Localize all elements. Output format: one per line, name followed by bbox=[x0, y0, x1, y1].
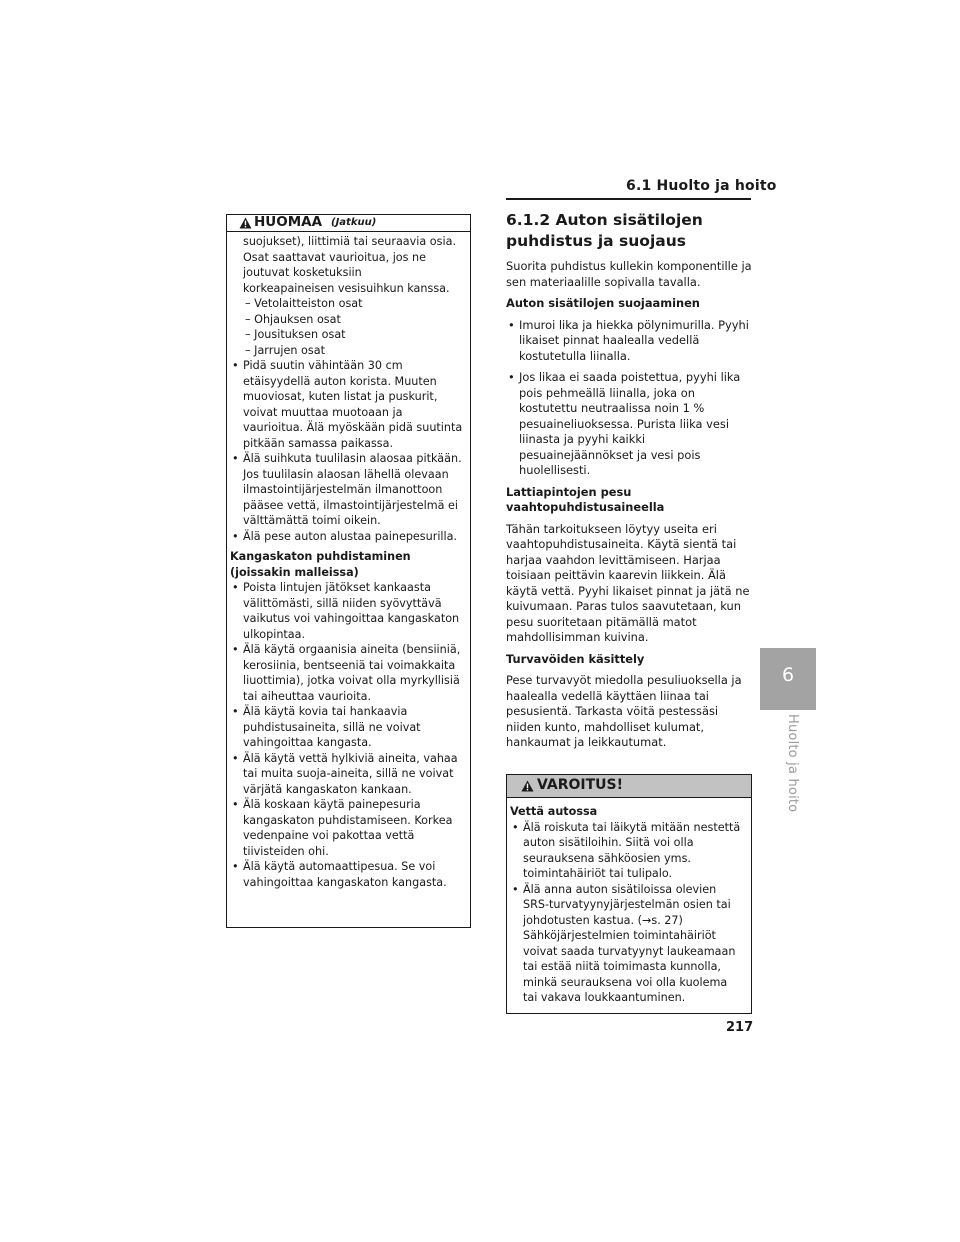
dash-item: – Ohjauksen osat bbox=[230, 312, 464, 328]
chapter-tab-number: 6 bbox=[781, 664, 795, 686]
subheading: Auton sisätilojen suojaaminen bbox=[506, 296, 700, 310]
bullet-item: • Älä koskaan käytä painepesuria kangaskaton puhdistamiseen. Korkea vedenpaine voi pakottaa vettä tiivisteiden ohi. bbox=[230, 797, 464, 859]
chapter-tab-label: Huolto ja hoito bbox=[785, 714, 800, 813]
warning-icon bbox=[239, 217, 252, 229]
right-column bbox=[506, 210, 752, 757]
paragraph: Tähän tarkoitukseen löytyy useita eri vaahtopuhdistusaineita. Käytä sientä tai harjaa vaahdon levittämiseen. Harjaa toisiaan peittävin kaarevin liikkein. Älä käytä vettä. Pyyhi likaiset pinnat ja jätä ne kuivumaan. Paras tulos saavutetaan, kun pesu suoritetaan pitämällä matot mahdollisimman kuivina. bbox=[506, 521, 750, 644]
note-line: suojukset), liittimiä tai seuraavia osia. bbox=[243, 235, 456, 248]
bullet-item: • Älä käytä automaattipesua. Se voi vahingoittaa kangaskaton kangasta. bbox=[230, 859, 464, 890]
bullet-item: • Imuroi lika ja hiekka pölynimurilla. Pyyhi likaiset pinnat haalealla vedellä kostutetulla liinalla. bbox=[506, 318, 752, 365]
note-continued-label: (Jatkuu) bbox=[331, 217, 377, 228]
dash-item: – Jarrujen osat bbox=[230, 343, 464, 359]
bullet-item: • Älä anna auton sisätiloissa olevien SRS-turvatyynyjärjestelmän osien tai johdotusten kastua. (→s. 27) Sähköjärjestelmien toimintahäiriöt voivat saada turvatyynyt laukeamaan tai estää niitä toimimasta kunnolla, minkä seurauksena voi olla kuolema tai vakava loukkaantuminen. bbox=[510, 882, 745, 1006]
warning-content bbox=[507, 798, 751, 1006]
warning-header bbox=[507, 775, 751, 798]
bullet-item: • Älä suihkuta tuulilasin alaosaa pitkään. Jos tuulilasin alaosan lähellä olevaan ilmastointijärjestelmän ilmanottoon pääsee vettä, ilmastointijärjestelmä ei välttämättä toimi oikein. bbox=[230, 451, 464, 529]
bullet-item: • Älä käytä orgaanisia aineita (bensiiniä, kerosiinia, bentseeniä tai voimakkaita liuottimia), jotka voivat olla myrkyllisiä tai aiheuttaa vaurioita. bbox=[230, 642, 464, 704]
warning-icon bbox=[521, 780, 534, 792]
note-subheading: Kangaskaton puhdistaminen (joissakin malleissa) bbox=[230, 550, 411, 579]
bullet-item: • Poista lintujen jätökset kankaasta välittömästi, sillä niiden syövyttävä vaikutus voi vahingoittaa kangaskaton ulkopintaa. bbox=[230, 580, 464, 642]
note-box bbox=[226, 214, 471, 928]
bullet-item: • Älä käytä vettä hylkiviä aineita, vahaa tai muita suoja-aineita, sillä ne voivat värjätä kangaskaton kankaan. bbox=[230, 751, 464, 798]
note-line: Osat saattavat vaurioitua, jos ne bbox=[243, 250, 427, 264]
note-line: korkeapaineisen vesisuihkun kanssa. bbox=[243, 281, 450, 295]
warning-box bbox=[506, 774, 752, 1014]
bullet-item: • Jos likaa ei saada poistettua, pyyhi lika pois pehmeällä liinalla, joka on kostutettu neutraalissa noin 1 % pesuaineliuoksessa. Purista liika vesi liinasta ja pyyhi kaikki pesuainejäännökset ja vesi pois huolellisesti. bbox=[506, 370, 752, 479]
bullet-item: • Pidä suutin vähintään 30 cm etäisyydellä auton korista. Muuten muoviosat, kuten listat ja puskurit, voivat muuttaa muotoaan ja vaurioitua. Älä myöskään pidä suutinta pitkään samassa paikassa. bbox=[230, 358, 464, 451]
bullet-item: • Älä pese auton alustaa painepesurilla. bbox=[230, 529, 464, 545]
paragraph: Pese turvavyöt miedolla pesuliuoksella ja haalealla vedellä käyttäen liinaa tai pesusientä. Tarkasta vöitä pestessäsi niiden kunto, mahdolliset kulumat, hankaumat ja leikkautumat. bbox=[506, 673, 742, 749]
page-number: 217 bbox=[726, 1020, 754, 1035]
note-box-header bbox=[227, 215, 470, 232]
bullet-item: • Älä käytä kovia tai hankaavia puhdistusaineita, sillä ne voivat vahingoittaa kangasta. bbox=[230, 704, 464, 751]
dash-item: – Jousituksen osat bbox=[230, 327, 464, 343]
warning-subheading: Vettä autossa bbox=[510, 805, 598, 818]
bullet-item: • Älä roiskuta tai läikytä mitään nestettä auton sisätiloihin. Siitä voi olla seurauksena sähköosien yms. toimintahäiriöt tai tulipalo. bbox=[510, 820, 745, 882]
intro-paragraph: Suorita puhdistus kullekin komponentille ja sen materiaalille sopivalla tavalla. bbox=[506, 259, 752, 289]
subheading: Turvavöiden käsittely bbox=[506, 651, 645, 666]
chapter-header: 6.1 Huolto ja hoito bbox=[626, 178, 777, 194]
chapter-tab bbox=[760, 648, 816, 710]
warning-title: VAROITUS! bbox=[537, 777, 623, 793]
section-title: 6.1.2 Auton sisätilojen puhdistus ja suojaus bbox=[506, 211, 703, 250]
note-title: HUOMAA bbox=[254, 214, 323, 230]
note-content bbox=[227, 232, 470, 890]
header-rule bbox=[506, 198, 751, 200]
note-line: joutuvat kosketuksiin bbox=[243, 266, 362, 279]
subheading: Lattiapintojen pesu vaahtopuhdistusaineella bbox=[506, 484, 665, 514]
dash-item: – Vetolaitteiston osat bbox=[230, 296, 464, 312]
